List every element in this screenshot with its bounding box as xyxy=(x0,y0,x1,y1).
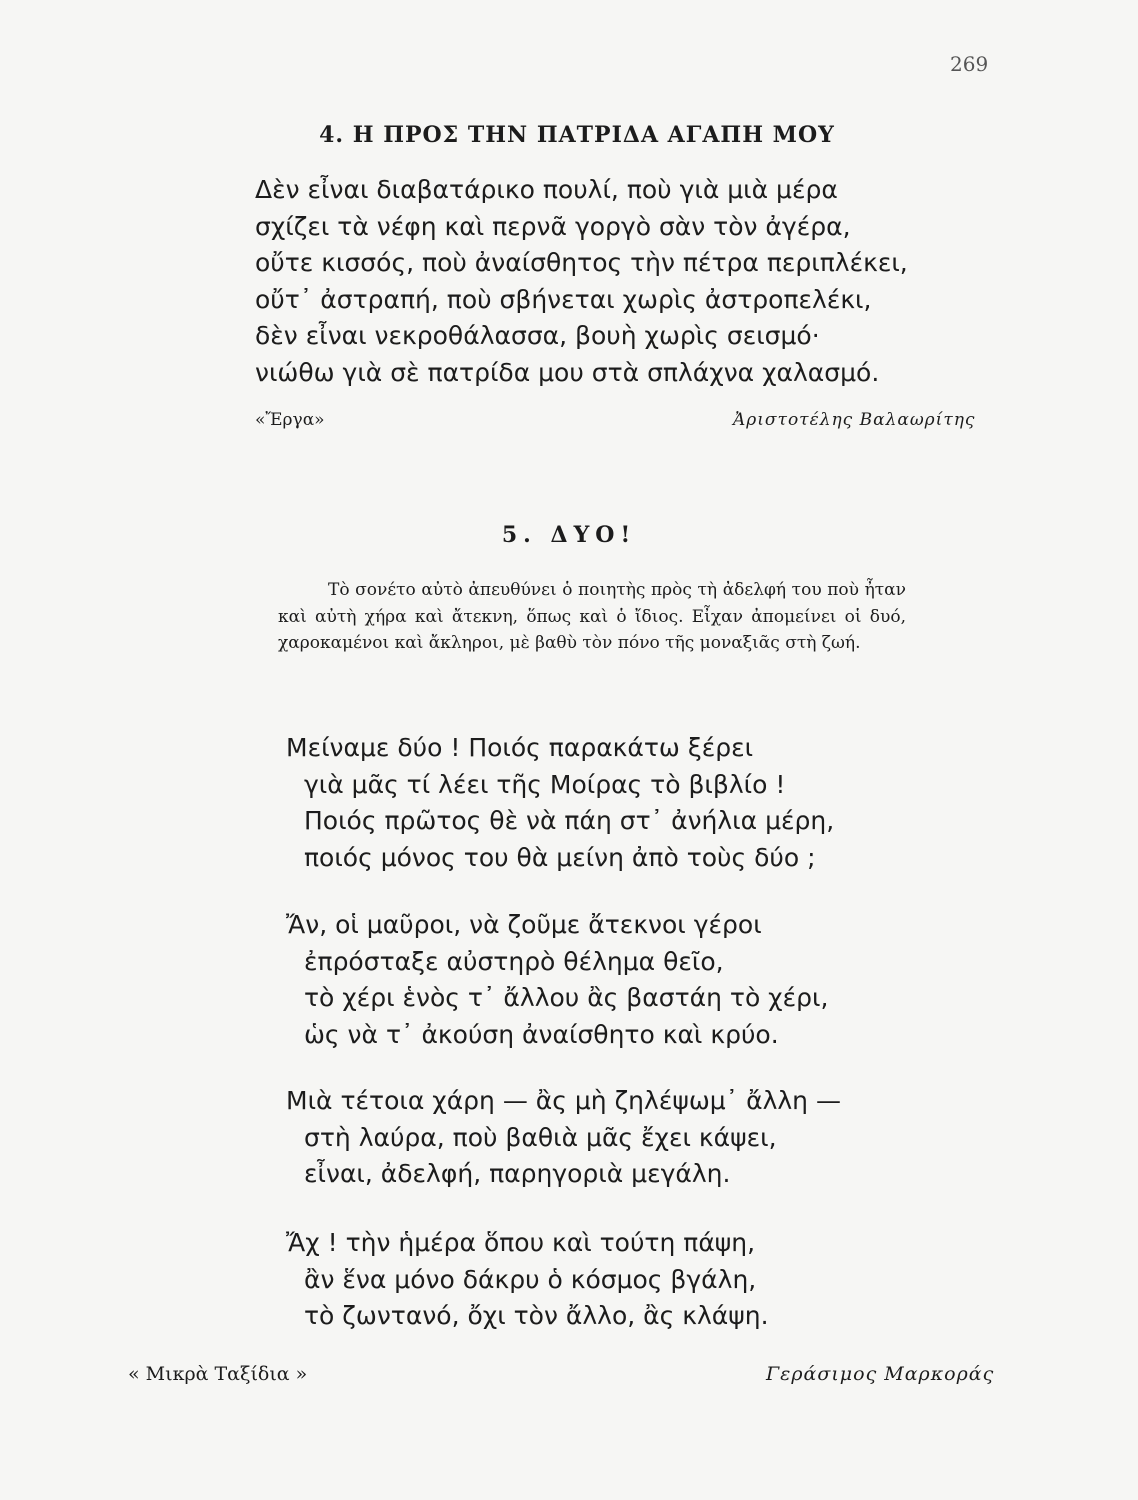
poem2-author: Γεράσιμος Μαρκοράς xyxy=(766,1363,995,1385)
poem-line: Δὲν εἶναι διαβατάρικο πουλί, ποὺ γιὰ μιὰ μέρα xyxy=(255,175,838,204)
poem-line: τὸ ζωντανό, ὄχι τὸν ἄλλο, ἂς κλάψη. xyxy=(304,1301,769,1330)
poem2-stanza-1 xyxy=(286,730,834,876)
poem2-stanza-2 xyxy=(286,907,828,1053)
poem-line: ἐπρόσταξε αὐστηρὸ θέλημα θεῖο, xyxy=(304,946,724,976)
poem1-lines xyxy=(255,172,908,391)
poem2-stanza-4 xyxy=(286,1225,769,1335)
poem-line: Ἄν, οἱ μαῦροι, νὰ ζοῦμε ἄτεκνοι γέροι xyxy=(286,910,762,939)
poem1-author: Ἀριστοτέλης Βαλαωρίτης xyxy=(733,410,976,430)
poem-line: σχίζει τὰ νέφη καὶ περνᾶ γοργὸ σὰν τὸν ἀγέρα, xyxy=(255,211,851,241)
poem-line: ἂν ἕνα μόνο δάκρυ ὁ κόσμος βγάλη, xyxy=(304,1264,757,1294)
poem-line: οὔτε κισσός, ποὺ ἀναίσθητος τὴν πέτρα περιπλέκει, xyxy=(255,248,908,277)
poem-line: γιὰ μᾶς τί λέει τῆς Μοίρας τὸ βιβλίο ! xyxy=(304,769,786,799)
poem2-source: « Μικρὰ Ταξίδια » xyxy=(128,1363,308,1385)
poem-line: εἶναι, ἀδελφή, παρηγοριὰ μεγάλη. xyxy=(304,1159,731,1188)
poem-line: Μιὰ τέτοια χάρη — ἂς μὴ ζηλέψωμ᾿ ἄλλη — xyxy=(286,1086,841,1115)
poem-line: Ἄχ ! τὴν ἡμέρα ὅπου καὶ τούτη πάψη, xyxy=(286,1228,756,1257)
page-number: 269 xyxy=(950,52,989,76)
poem2-intro: Τὸ σονέτο αὐτὸ ἀπευθύνει ὁ ποιητὴς πρὸς τὴ ἀδελφή του ποὺ ἦταν καὶ αὐτὴ χήρα καὶ ἄτεκνη, ὅπως καὶ ὁ ἴδιος. Εἶχαν ἀπομείνει οἱ δυό, χαροκαμένοι καὶ ἄκληροι, μὲ βαθὺ τὸν πόνο τῆς μοναξιᾶς στὴ ζωή. xyxy=(278,580,906,653)
poem-line: Μείναμε δύο ! Ποιός παρακάτω ξέρει xyxy=(286,733,754,762)
poem-line: Ποιός πρῶτος θὲ νὰ πάη στ᾿ ἀνήλια μέρη, xyxy=(304,806,835,835)
poem-line: ὡς νὰ τ᾿ ἀκούση ἀναίσθητο καὶ κρύο. xyxy=(304,1019,779,1049)
poem-line: νιώθω γιὰ σὲ πατρίδα μου στὰ σπλάχνα χαλασμό. xyxy=(255,357,880,387)
poem-line: τὸ χέρι ἑνὸς τ᾿ ἄλλου ἂς βαστάη τὸ χέρι, xyxy=(304,983,829,1012)
poem-line: οὔτ᾿ ἀστραπή, ποὺ σβήνεται χωρὶς ἀστροπελέκι, xyxy=(255,284,872,314)
poem2-stanza-3 xyxy=(286,1083,841,1193)
poem-line: στὴ λαύρα, ποὺ βαθιὰ μᾶς ἔχει κάψει, xyxy=(304,1122,777,1152)
poem1-heading: 4. Η ΠΡΟΣ ΤΗΝ ΠΑΤΡΙΔΑ ΑΓΑΠΗ ΜΟΥ xyxy=(319,122,835,148)
poem-line: δὲν εἶναι νεκροθάλασσα, βουὴ χωρὶς σεισμό· xyxy=(255,321,820,350)
poem2-heading: 5. ΔΥΟ! xyxy=(501,522,637,548)
poem-line: ποιός μόνος του θὰ μείνη ἀπὸ τοὺς δύο ; xyxy=(304,842,816,872)
poem1-source: «Ἔργα» xyxy=(255,410,325,430)
